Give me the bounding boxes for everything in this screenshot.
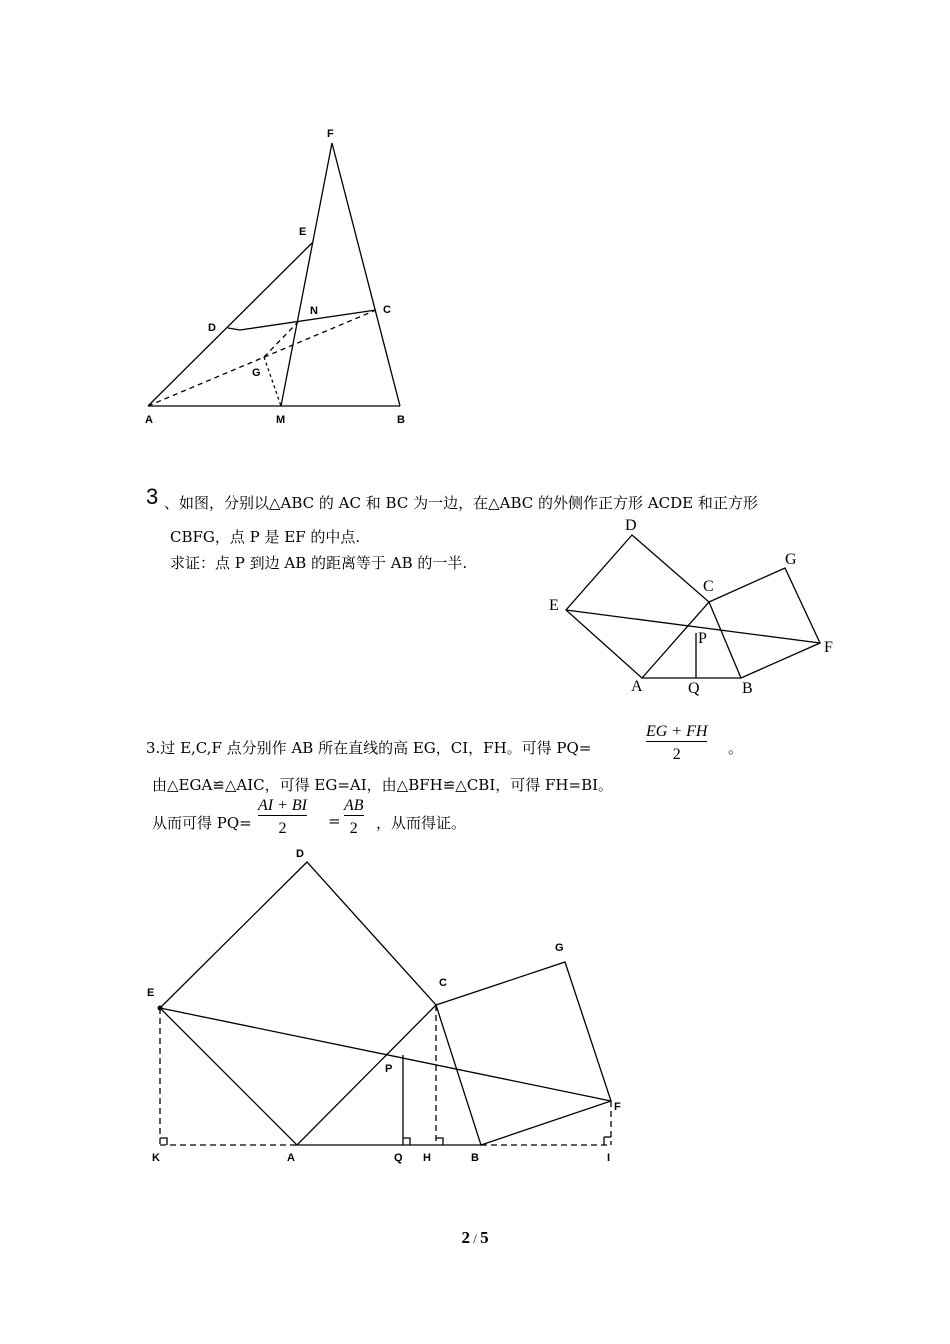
fraction-ab-denominator: 2 <box>349 820 358 837</box>
f3-label-f: F <box>614 1101 621 1113</box>
f1-label-a: A <box>145 414 153 426</box>
page-number <box>0 1228 950 1248</box>
page-number-separator: / <box>469 1231 481 1246</box>
fraction-ab-numerator: AB <box>344 797 364 814</box>
f2-label-a: A <box>631 678 643 695</box>
problem-number: 3 <box>146 484 159 509</box>
fraction-ai-bi-denominator: 2 <box>278 820 287 837</box>
f1-label-g: G <box>252 367 261 379</box>
f2-label-p: P <box>698 630 707 647</box>
fraction-eg-fh-denominator: 2 <box>672 746 681 763</box>
f3-label-k: K <box>152 1152 160 1164</box>
f2-label-c: C <box>703 578 714 595</box>
fraction-eg-fh-numerator: EG + FH <box>646 723 708 740</box>
page-number-current: 2 <box>461 1228 470 1247</box>
f3-label-a: A <box>287 1152 295 1164</box>
f3-label-e: E <box>147 987 155 999</box>
fraction-ai-bi-numerator: AI + BI <box>258 797 307 814</box>
problem-line-1: 、如图，分别以△ABC 的 AC 和 BC 为一边，在△ABC 的外侧作正方形 ACDE 和正方形 <box>164 494 758 512</box>
f3-label-g: G <box>555 942 564 954</box>
f1-label-b: B <box>397 414 405 426</box>
page-number-total: 5 <box>480 1228 489 1247</box>
f2-label-d: D <box>625 517 637 534</box>
solution-line-1-prefix: 3.过 E,C,F 点分别作 AB 所在直线的高 EG，CI，FH。可得 PQ= <box>146 739 592 757</box>
f1-label-e: E <box>299 226 307 238</box>
solution-equals: = <box>328 812 341 830</box>
solution-line-3-suffix: ，从而得证。 <box>376 814 467 832</box>
f3-label-q: Q <box>394 1152 403 1164</box>
f3-label-p: P <box>385 1063 393 1075</box>
f2-label-g: G <box>785 551 797 568</box>
f2-label-q: Q <box>688 680 700 697</box>
problem-line-2: CBFG，点 P 是 EF 的中点. <box>170 528 361 546</box>
f1-label-m: M <box>276 414 286 426</box>
f2-label-f: F <box>824 639 833 656</box>
problem-line-3: 求证：点 P 到边 AB 的距离等于 AB 的一半. <box>170 554 468 572</box>
f2-label-e: E <box>549 597 559 614</box>
f1-label-n: N <box>310 305 318 317</box>
f1-label-d: D <box>208 322 216 334</box>
f2-label-b: B <box>742 680 753 697</box>
f1-label-f: F <box>327 128 334 140</box>
solution-line-2: 由△EGA≌△AIC，可得 EG=AI，由△BFH≌△CBI，可得 FH=BI。 <box>152 776 614 794</box>
solution-line-1-suffix: 。 <box>728 739 744 757</box>
solution-line-3-prefix: 从而可得 PQ= <box>152 814 252 832</box>
f3-label-h: H <box>423 1152 431 1164</box>
f3-label-d: D <box>296 848 304 860</box>
f3-label-i: I <box>607 1152 611 1164</box>
f1-label-c: C <box>383 304 391 316</box>
f3-label-c: C <box>439 977 447 989</box>
f3-label-b: B <box>471 1152 479 1164</box>
